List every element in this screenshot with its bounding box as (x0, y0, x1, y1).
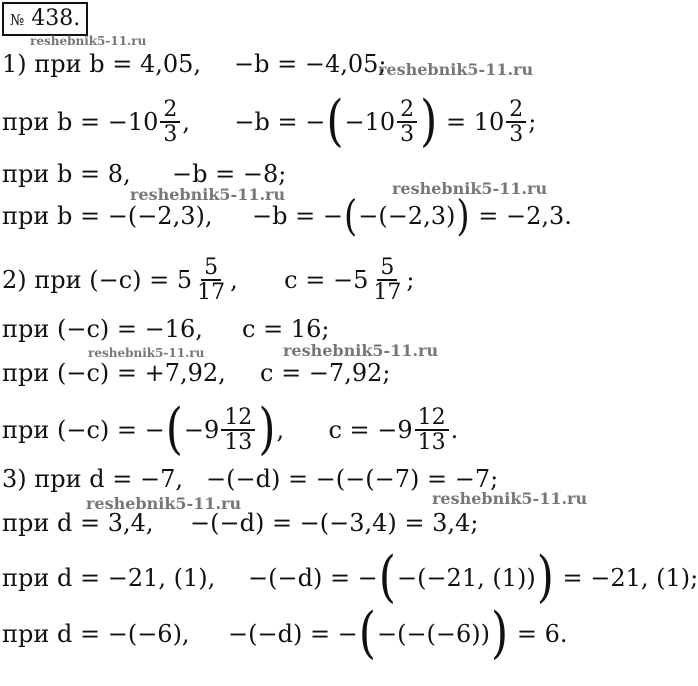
math-text: ; (406, 266, 415, 294)
math-text: при b = −10 (2, 108, 159, 136)
fraction (415, 406, 449, 454)
math-text: 13 (224, 430, 253, 455)
math-text: −b = −8; (172, 160, 287, 188)
math-text: 2 (506, 98, 526, 123)
math-text: 5 (377, 256, 397, 281)
math-text: = 6. (509, 620, 568, 648)
math-text: ) (491, 601, 509, 666)
math-text: 3 (163, 122, 178, 147)
exercise-number (2, 2, 88, 36)
math-text: при d = −(−6), (2, 620, 190, 648)
solution-line-11 (2, 545, 698, 610)
number-sign: № (10, 11, 25, 29)
math-text: −(−d) = −(−3,4) = 3,4; (190, 509, 479, 537)
math-text: ( (343, 191, 358, 241)
fraction (194, 256, 228, 304)
math-text: ) (456, 191, 470, 241)
math-text: −(−d) = − (228, 620, 358, 648)
math-text: ( (378, 545, 396, 610)
watermark: reshebnik5-11.ru (283, 341, 439, 360)
math-text: ) (420, 89, 438, 154)
math-text: −(−21, (1)) (396, 564, 536, 592)
math-text: −(−d) = −(−(−7) = −7; (206, 465, 499, 493)
solution-line-1 (2, 46, 386, 82)
math-text: 3 (509, 122, 524, 147)
math-text: при b = −(−2,3), (2, 202, 213, 230)
math-text: −9 (183, 416, 220, 444)
watermark: reshebnik5-11.ru (88, 346, 205, 360)
math-text: при b = 8, (2, 160, 131, 188)
math-text: при d = 3,4, (2, 509, 154, 537)
fraction (397, 98, 417, 146)
math-text: −(−(−6)) (376, 620, 491, 648)
math-text: ( (165, 397, 183, 462)
math-text: −b = − (252, 202, 343, 230)
watermark: reshebnik5-11.ru (432, 489, 588, 508)
math-text: c = −9 (328, 416, 413, 444)
math-text: −b = −4,05; (234, 50, 387, 78)
math-text: c = −5 (284, 266, 369, 294)
math-text: 2 (397, 98, 417, 123)
math-text: 5 (201, 256, 221, 281)
math-text: −10 (344, 108, 396, 136)
math-text: 1) при b = 4,05, (2, 50, 202, 78)
watermark: reshebnik5-11.ru (378, 60, 534, 79)
math-text: 2) при (−c) = 5 (2, 266, 193, 294)
math-text: −b = − (234, 108, 326, 136)
solution-line-9 (2, 462, 498, 496)
math-text: , (182, 108, 191, 136)
math-text: 12 (415, 406, 449, 431)
solution-line-10 (2, 505, 478, 541)
exercise-number-text: 438. (31, 6, 81, 31)
solution-line-5 (2, 248, 414, 312)
math-text: c = 16; (242, 315, 330, 343)
math-text: = −2,3. (470, 202, 572, 230)
solution-line-7 (2, 356, 390, 390)
math-text: . (450, 416, 459, 444)
math-text: при d = −21, (1), (2, 564, 216, 592)
fraction (370, 256, 404, 304)
math-text: , (276, 416, 285, 444)
watermark: reshebnik5-11.ru (86, 494, 242, 513)
fraction (160, 98, 180, 146)
math-text: , (230, 266, 238, 294)
math-text: при (−c) = +7,92, (2, 359, 226, 387)
math-text: = 10 (438, 108, 505, 136)
math-text: 3) при d = −7, (2, 465, 183, 493)
math-text: при (−c) = −16, (2, 315, 203, 343)
solution-line-4 (2, 191, 572, 241)
math-text: −(−2,3) (358, 202, 456, 230)
watermark: reshebnik5-11.ru (30, 34, 147, 48)
fraction (506, 98, 526, 146)
solution-line-8 (2, 396, 458, 464)
math-text: ) (258, 397, 276, 462)
fraction (221, 406, 255, 454)
math-text: 12 (221, 406, 255, 431)
watermark: reshebnik5-11.ru (130, 185, 286, 204)
math-text: ) (536, 545, 554, 610)
math-text: 3 (400, 122, 415, 147)
math-text: −(−d) = − (248, 564, 378, 592)
math-text: 13 (417, 430, 446, 455)
solution-line-3 (2, 158, 286, 190)
math-text: при (−c) = − (2, 416, 165, 444)
math-text: ; (528, 108, 537, 136)
math-text: 2 (160, 98, 180, 123)
math-text: 17 (197, 280, 226, 305)
solution-line-6 (2, 312, 329, 346)
math-text: ( (358, 601, 376, 666)
solution-line-2 (2, 90, 536, 154)
watermark: reshebnik5-11.ru (392, 179, 548, 198)
math-text: 17 (373, 280, 402, 305)
math-text: = −21, (1); (554, 564, 698, 592)
solution-line-12 (2, 601, 568, 666)
math-text: ( (326, 89, 344, 154)
math-text: c = −7,92; (260, 359, 391, 387)
